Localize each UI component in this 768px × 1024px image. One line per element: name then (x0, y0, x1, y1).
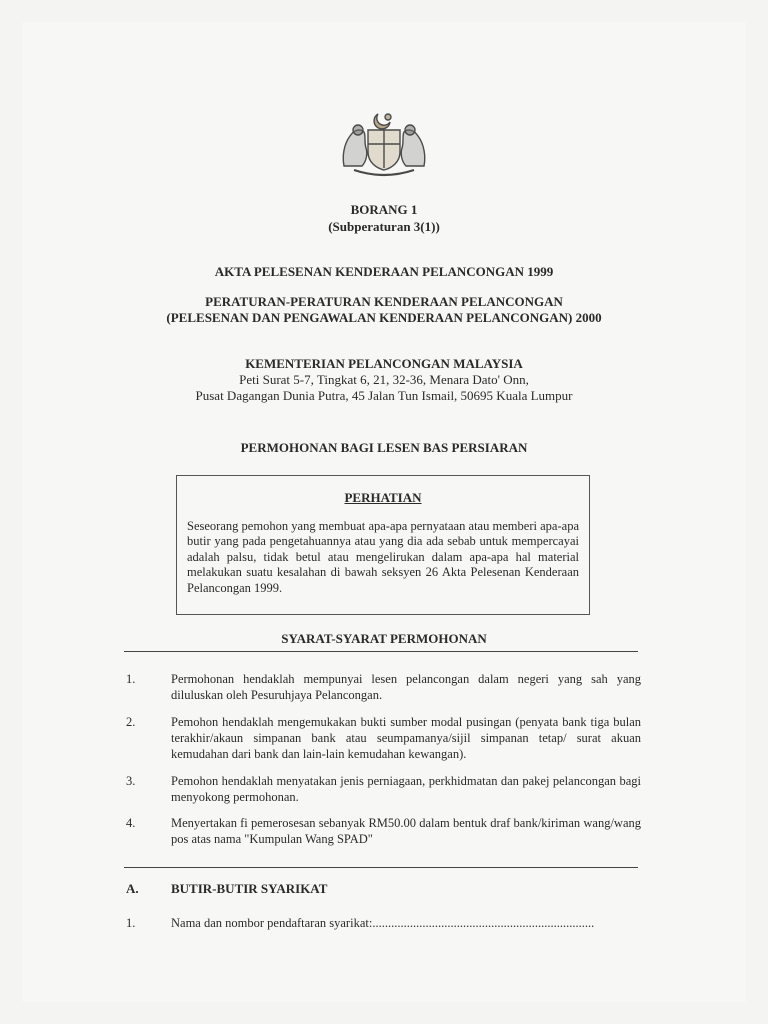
condition-text: Menyertakan fi pemerosesan sebanyak RM50.00 dalam bentuk draf bank/kiriman wang/wang pos atas nama "Kumpulan Wang SPAD" (171, 816, 641, 846)
regulations-line-1: PERATURAN-PERATURAN KENDERAAN PELANCONGAN (205, 294, 563, 309)
condition-text: Pemohon hendaklah menyatakan jenis perniagaan, perkhidmatan dan pakej pelancongan bagi menyokong permohonan. (171, 774, 641, 804)
application-title: PERMOHONAN BAGI LESEN BAS PERSIARAN (240, 440, 528, 455)
company-name-field[interactable] (171, 916, 641, 931)
form-subregulation: (Subperaturan 3(1)) (328, 219, 440, 234)
coat-of-arms-icon (336, 108, 432, 180)
condition-number: 2. (126, 715, 136, 729)
condition-number: 4. (126, 816, 136, 830)
ministry-address-1: Peti Surat 5-7, Tingkat 6, 21, 32-36, Menara Dato' Onn, (239, 372, 529, 387)
condition-number: 1. (126, 672, 136, 686)
ministry-name: KEMENTERIAN PELANCONGAN MALAYSIA (245, 356, 523, 371)
form-name: BORANG 1 (350, 202, 418, 217)
condition-text: Permohonan hendaklah mempunyai lesen pelancongan dalam negeri yang sah yang diluluskan oleh Pesuruhjaya Pelancongan. (171, 672, 641, 702)
field-label: Nama dan nombor pendaftaran syarikat: (171, 916, 373, 930)
section-title: BUTIR-BUTIR SYARIKAT (171, 881, 328, 896)
notice-box (176, 475, 590, 615)
conditions-title: SYARAT-SYARAT PERMOHONAN (281, 631, 487, 646)
ministry-address-2: Pusat Dagangan Dunia Putra, 45 Jalan Tun Ismail, 50695 Kuala Lumpur (195, 388, 573, 403)
regulations-line-2: (PELESENAN DAN PENGAWALAN KENDERAAN PELANCONGAN) 2000 (166, 310, 602, 325)
divider (124, 651, 638, 652)
condition-text: Pemohon hendaklah mengemukakan bukti sumber modal pusingan (penyata bank tiga bulan terakhir/akaun simpanan bank atau seumpamanya/sijil simpanan tetap/ surat akuan kemudahan dari bank dan lain-lain kemudahan kewangan). (171, 715, 641, 761)
condition-number: 3. (126, 774, 136, 788)
act-title: AKTA PELESENAN KENDERAAN PELANCONGAN 1999 (214, 264, 554, 279)
divider (124, 867, 638, 868)
fill-in-dots: ....................................................................... (372, 916, 595, 930)
notice-title: PERHATIAN (344, 490, 422, 505)
notice-text: Seseorang pemohon yang membuat apa-apa pernyataan atau memberi apa-apa butir yang pada pengetahuannya atau yang dia ada sebab untuk mempercayai adalah palsu, tidak betul atau mengelirukan dalam apa-apa hal material melakukan suatu kesalahan di bawah seksyen 26 Akta Pelesenan Kenderaan Pelancongan 1999. (187, 519, 579, 595)
section-letter: A. (126, 881, 139, 896)
field-number: 1. (126, 916, 136, 930)
